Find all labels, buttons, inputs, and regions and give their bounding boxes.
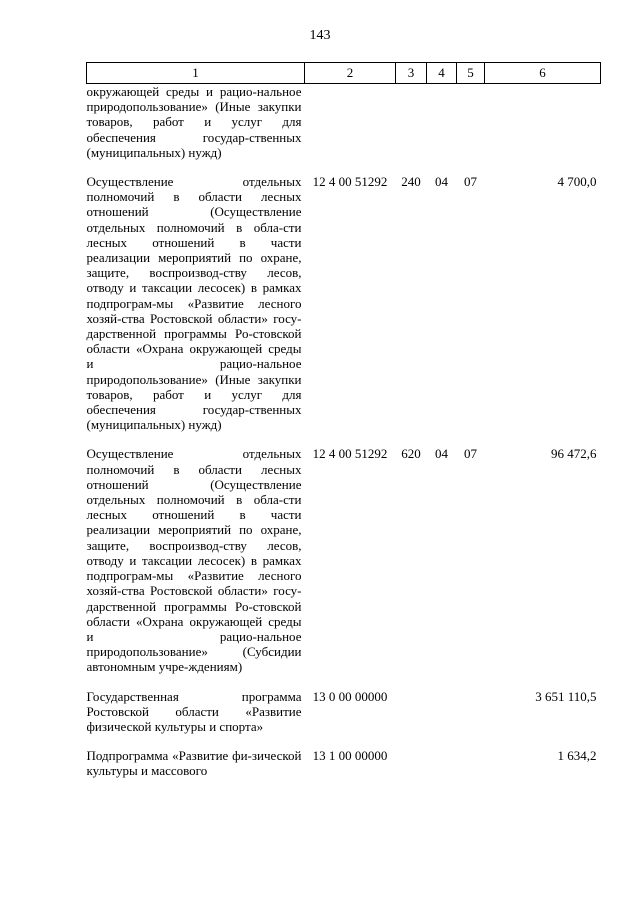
table-row [87,84,601,175]
table-row [87,174,601,446]
row-sum: 96 472,6 [551,446,597,462]
page-number: 143 [309,28,331,43]
row-name: Подпрограмма «Развитие фи-зической культуры и массового [86,748,302,779]
row-pr [457,84,485,175]
row-rz [427,748,457,778]
table-row [87,446,601,688]
row-rz: 04 [435,446,448,462]
row-vr [396,689,427,749]
row-pr [457,748,485,778]
row-sum [485,84,601,175]
row-name: Осуществление отдельных полномочий в области лесных отношений (Осуществление отдельных полномочий в обла-сти лесных отношений в части реализации мероприятий по охране, защите, воспроизвод-ству лесов, отводу и таксации лесосек) в рамках подпрограм-мы «Развитие лесного хозяй-ства Ростовской области» госу-дарственной программы Ро-стовской области «Охрана окружающей среды и рацио-нальное природопользование» (Субсидии автономным учре-ждениям) [86,446,302,675]
row-name: Осуществление отдельных полномочий в области лесных отношений (Осуществление отдельных полномочий в обла-сти лесных отношений в части реализации мероприятий по охране, защите, воспроизвод-ству лесов, отводу и таксации лесосек) в рамках подпрограм-мы «Развитие лесного хозяй-ства Ростовской области» госу-дарственной программы Ро-стовской области «Охрана окружающей среды и рацио-нальное природопользование» (Иные закупки товаров, работ и услуг для обеспечения государ-ственных (муниципальных) нужд) [86,174,302,433]
header-col-2: 2 [305,63,396,84]
row-vr: 240 [401,174,421,190]
row-csr: 13 1 00 00000 [312,748,388,764]
row-rz [427,689,457,749]
row-pr [457,689,485,749]
row-csr [305,84,396,175]
row-sum: 4 700,0 [557,174,597,190]
table-header-row [87,63,601,84]
row-sum: 1 634,2 [557,748,597,764]
row-pr: 07 [464,174,477,190]
row-csr: 12 4 00 51292 [312,446,388,462]
row-csr: 13 0 00 00000 [312,688,388,704]
header-col-3: 3 [396,63,427,84]
row-name: окружающей среды и рацио-нальное природопользование» (Иные закупки товаров, работ и услуг для обеспечения государ-ственных (муниципальных) нужд) [86,84,302,160]
header-col-4: 4 [427,63,457,84]
row-sum: 3 651 110,5 [535,688,597,704]
row-rz: 04 [435,174,448,190]
table-row [87,748,601,778]
row-vr: 620 [401,446,421,462]
table-row [87,689,601,749]
header-col-6: 6 [485,63,601,84]
row-vr [396,748,427,778]
budget-table [86,62,601,779]
row-csr: 12 4 00 51292 [312,174,388,190]
row-pr: 07 [464,446,477,462]
row-name: Государственная программа Ростовской области «Развитие физической культуры и спорта» [86,688,302,734]
row-vr [396,84,427,175]
header-col-5: 5 [457,63,485,84]
header-col-1: 1 [87,63,305,84]
row-rz [427,84,457,175]
